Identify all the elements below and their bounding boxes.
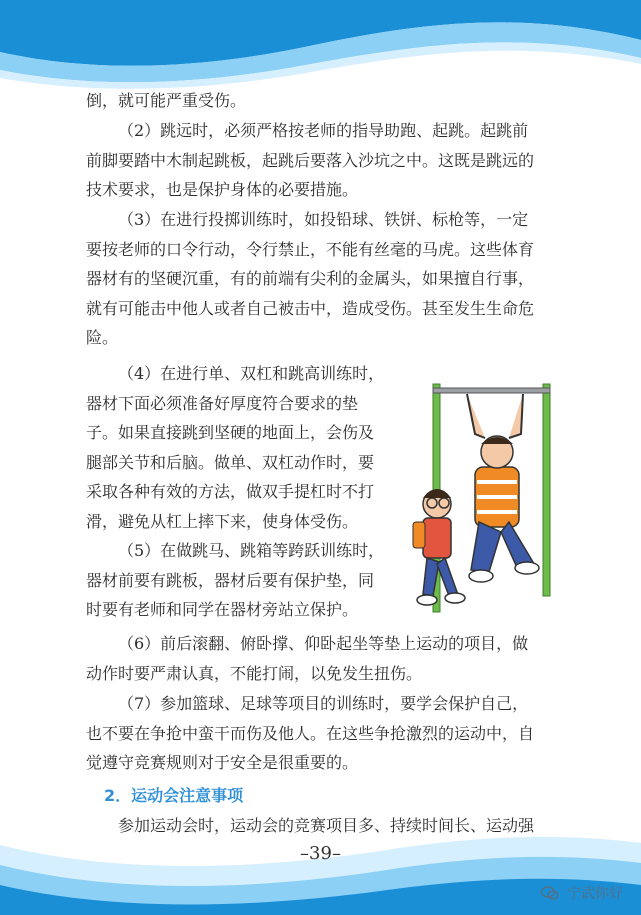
text-line: 要按老师的口令行动，令行禁止，不能有丝毫的马虎。这些体育 xyxy=(86,239,535,259)
section-heading-text: 2．运动会注意事项 xyxy=(104,786,244,805)
text-line: 动作时要严肃认真，不能打闹，以免发生扭伤。 xyxy=(86,663,423,683)
paragraph-ball-games xyxy=(86,689,576,778)
text-line: （5）在做跳马、跳箱等跨跃训练时， xyxy=(118,541,385,560)
horizontal-bar-cartoon-illustration xyxy=(405,372,595,617)
text-line: 采取各种有效的方法，做双手提杠时不打 xyxy=(86,482,375,501)
text-line: （2）跳远时，必须严格按老师的指导助跑、起跳。起跳前 xyxy=(118,121,529,140)
text-line: 子。如果直接跳到坚硬的地面上，会伤及 xyxy=(86,423,375,442)
text-line: 倒，就可能严重受伤。 xyxy=(86,91,247,110)
watermark xyxy=(541,883,623,903)
text-line: 器材有的坚硬沉重，有的前端有尖利的金属头，如果擅自行事， xyxy=(86,269,535,288)
text-line: 险。 xyxy=(86,328,119,347)
text-line: 参加运动会时，运动会的竞赛项目多、持续时间长、运动强 xyxy=(118,816,535,835)
text-line: 也不要在争抢中蛮干而伤及他人。在这些争抢激烈的运动中，自 xyxy=(86,723,535,743)
wechat-icon xyxy=(541,886,559,900)
page-number: –39– xyxy=(300,843,341,864)
text-line: （6）前后滚翻、俯卧撑、仰卧起坐等垫上运动的项目，做 xyxy=(118,634,529,653)
top-wave-banner xyxy=(0,0,641,92)
paragraph-mat-exercise xyxy=(86,629,576,688)
text-line: 腿部关节和后脑。做单、双杠动作时，要 xyxy=(86,452,375,472)
text-line: （4）在进行单、双杠和跳高训练时， xyxy=(118,364,385,383)
text-line: （7）参加篮球、足球等项目的训练时，要学会保护自己， xyxy=(118,694,529,713)
text-line: 就有可能击中他人或者自己被击中，造成受伤。甚至发生生命危 xyxy=(86,298,535,318)
paragraph-long-jump xyxy=(86,116,576,205)
text-line: 时要有老师和同学在器材旁站立保护。 xyxy=(86,600,359,619)
paragraph-continuation xyxy=(86,86,576,116)
text-line: 器材下面必须准备好厚度符合要求的垫 xyxy=(86,393,359,413)
paragraph-bars xyxy=(86,359,416,536)
text-line: 技术要求，也是保护身体的必要措施。 xyxy=(86,180,359,199)
text-line: （3）在进行投掷训练时，如投铅球、铁饼、标枪等，一定 xyxy=(118,210,529,229)
text-line: 滑，避免从杠上摔下来，使身体受伤。 xyxy=(86,511,359,531)
section-heading xyxy=(86,781,576,811)
paragraph-throwing xyxy=(86,205,576,353)
text-line: 前脚要踏中木制起跳板，起跳后要落入沙坑之中。这既是跳远的 xyxy=(86,150,535,170)
text-line: 器材前要有跳板，器材后要有保护垫，同 xyxy=(86,570,375,590)
watermark-text: 宁武你好 xyxy=(567,886,623,902)
text-line: 觉遵守竞赛规则对于安全是很重要的。 xyxy=(86,753,359,772)
paragraph-vaulting xyxy=(86,536,416,625)
